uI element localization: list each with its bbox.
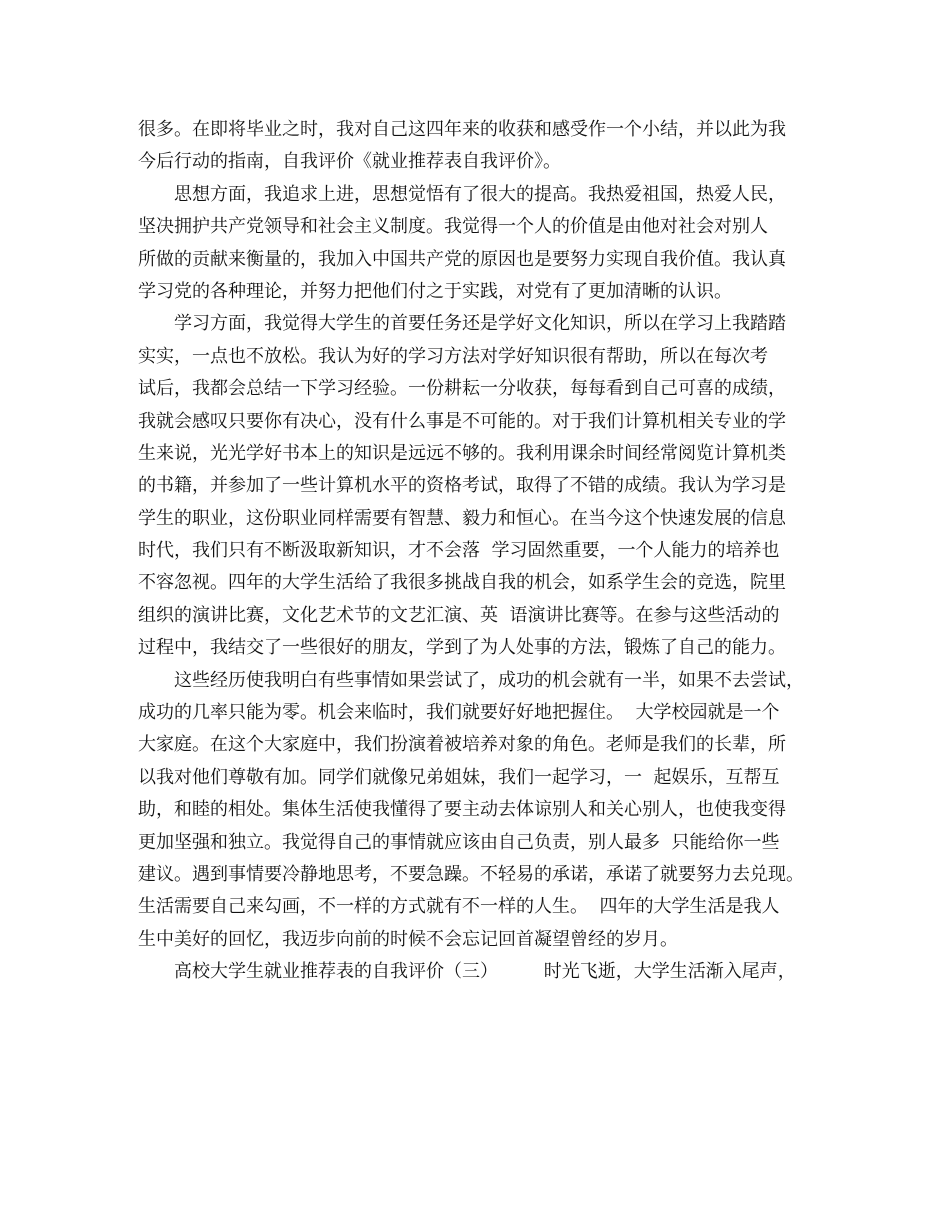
- text-line: 试后，我都会总结一下学习经验。一份耕耘一分收获，每每看到自己可喜的成绩，: [138, 378, 786, 400]
- text-line: 学习方面，我觉得大学生的首要任务还是学好文化知识，所以在学习上我踏踏: [138, 313, 786, 335]
- text-line: 很多。在即将毕业之时，我对自己这四年来的收获和感受作一个小结，并以此为我: [138, 119, 786, 140]
- text-line: 生中美好的回忆，我迈步向前的时候不会忘记回首凝望曾经的岁月。: [138, 928, 678, 950]
- text-line: 时代，我们只有不断汲取新知识，才不会落 学习固然重要，一个人能力的培养也: [138, 540, 780, 562]
- text-line: 过程中，我结交了一些很好的朋友，学到了为人处事的方法，锻炼了自己的能力。: [138, 637, 786, 659]
- text-line: 的书籍，并参加了一些计算机水平的资格考试，取得了不错的成绩。我认为学习是: [138, 475, 786, 497]
- text-line: 学习党的各种理论，并努力把他们付之于实践，对党有了更加清晰的认识。: [138, 280, 732, 302]
- text-line: 这些经历使我明白有些事情如果尝试了，成功的机会就有一半，如果不去尝试，: [138, 669, 804, 691]
- text-line: 实实，一点也不放松。我认为好的学习方法对学好知识很有帮助，所以在每次考: [138, 345, 768, 367]
- text-line: 所做的贡献来衡量的，我加入中国共产党的原因也是要努力实现自我价值。我认真: [138, 248, 786, 270]
- text-line: 以我对他们尊敬有加。同学们就像兄弟姐妹，我们一起学习，一 起娱乐，互帮互: [138, 766, 780, 788]
- text-line: 大家庭。在这个大家庭中，我们扮演着被培养对象的角色。老师是我们的长辈，所: [138, 734, 786, 756]
- text-line: 学生的职业，这份职业同样需要有智慧、毅力和恒心。在当今这个快速发展的信息: [138, 507, 786, 529]
- text-line: 助，和睦的相处。集体生活使我懂得了要主动去体谅别人和关心别人，也使我变得: [138, 799, 786, 821]
- text-line: 建议。遇到事情要冷静地思考，不要急躁。不轻易的承诺，承诺了就要努力去兑现。: [138, 863, 804, 885]
- text-line: 生来说，光光学好书本上的知识是远远不够的。我利用课余时间经常阅览计算机类: [138, 442, 786, 464]
- text-line: 不容忽视。四年的大学生活给了我很多挑战自我的机会，如系学生会的竞选，院里: [138, 572, 786, 594]
- text-line: 组织的演讲比赛，文化艺术节的文艺汇演、英 语演讲比赛等。在参与这些活动的: [138, 604, 780, 626]
- text-line: 高校大学生就业推荐表的自我评价（三） 时光飞逝，大学生活渐入尾声，: [138, 961, 796, 983]
- text-line: 生活需要自己来勾画，不一样的方式就有不一样的人生。 四年的大学生活是我人: [138, 896, 780, 918]
- text-line: 我就会感叹只要你有决心，没有什么事是不可能的。对于我们计算机相关专业的学: [138, 410, 786, 432]
- text-line: 思想方面，我追求上进，思想觉悟有了很大的提高。我热爱祖国，热爱人民，: [138, 183, 786, 205]
- text-line: 更加坚强和独立。我觉得自己的事情就应该由自己负责，别人最多 只能给你一些: [138, 831, 780, 853]
- text-line: 今后行动的指南，自我评价《就业推荐表自我评价》。: [138, 151, 561, 173]
- body-text: [138, 114, 818, 989]
- text-line: 成功的几率只能为零。机会来临时，我们就要好好地把握住。 大学校园就是一个: [138, 702, 780, 724]
- text-line: 坚决拥护共产党领导和社会主义制度。我觉得一个人的价值是由他对社会对别人: [138, 216, 768, 238]
